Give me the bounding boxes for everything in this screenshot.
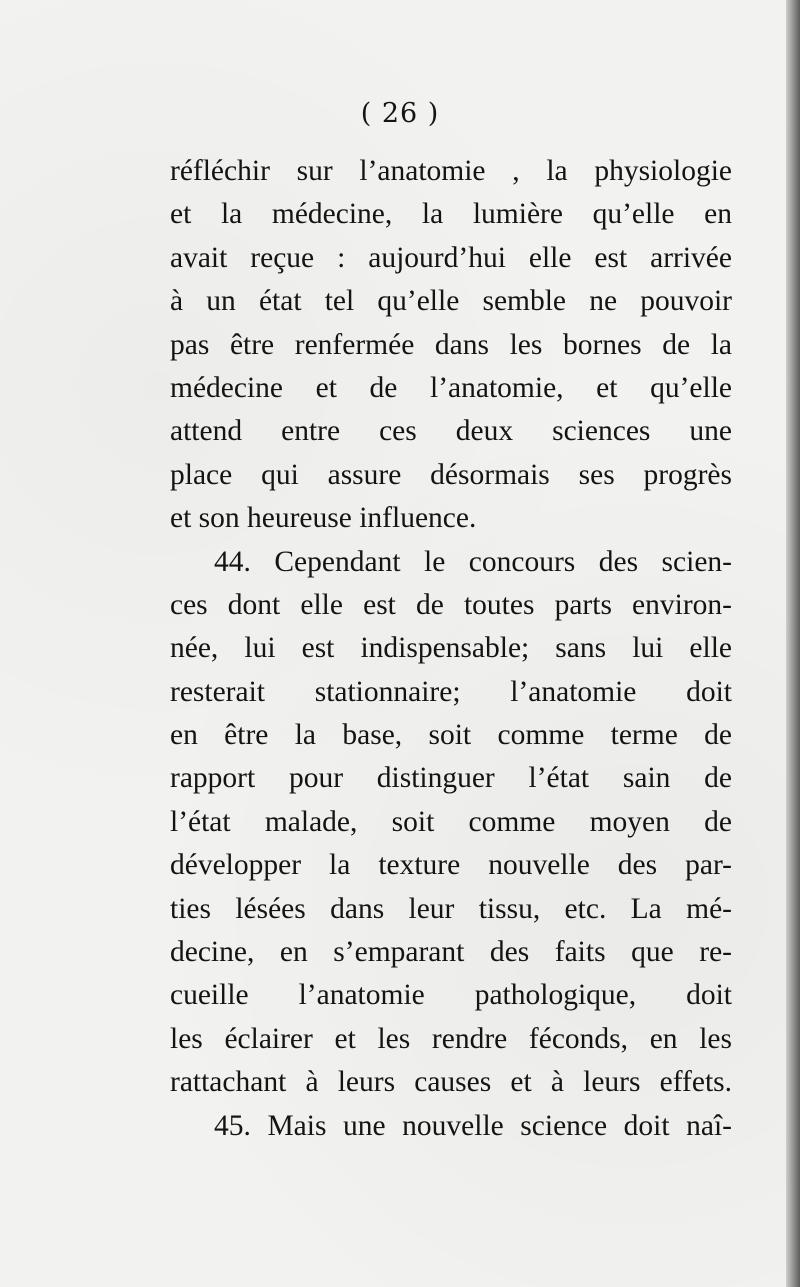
text-line: et la médecine, la lumière qu’elle en bbox=[170, 198, 732, 231]
text-line: cueille l’anatomie pathologique, doit bbox=[170, 979, 732, 1012]
page-number: ( 26 ) bbox=[360, 98, 440, 129]
text-line: les éclairer et les rendre féconds, en les bbox=[170, 1022, 732, 1055]
text-line: développer la texture nouvelle des par- bbox=[170, 849, 732, 882]
text-line: attend entre ces deux sciences une bbox=[170, 415, 732, 448]
text-line: à un état tel qu’elle semble ne pouvoir bbox=[170, 285, 732, 318]
text-line: médecine et de l’anatomie, et qu’elle bbox=[170, 371, 732, 404]
text-line: rapport pour distinguer l’état sain de bbox=[170, 762, 732, 795]
text-line: née, lui est indispensable; sans lui elle bbox=[170, 632, 732, 665]
text-line: 44. Cependant le concours des scien- bbox=[214, 545, 732, 578]
page-gutter-shadow bbox=[786, 0, 800, 1287]
text-line: en être la base, soit comme terme de bbox=[170, 719, 732, 752]
text-line: ties lésées dans leur tissu, etc. La mé- bbox=[170, 892, 732, 925]
text-line: réfléchir sur l’anatomie , la physiologie bbox=[170, 155, 732, 187]
text-line: pas être renfermée dans les bornes de la bbox=[170, 328, 732, 361]
text-line: resterait stationnaire; l’anatomie doit bbox=[170, 675, 732, 708]
text-line: et son heureuse influence. bbox=[170, 502, 477, 535]
body-text bbox=[170, 150, 732, 1148]
text-line: l’état malade, soit comme moyen de bbox=[170, 805, 732, 838]
text-line: rattachant à leurs causes et à leurs effets. bbox=[170, 1066, 732, 1099]
text-line: decine, en s’emparant des faits que re- bbox=[170, 936, 732, 969]
text-line: ces dont elle est de toutes parts environ- bbox=[170, 588, 732, 621]
text-line: place qui assure désormais ses progrès bbox=[170, 458, 732, 491]
text-line: 45. Mais une nouvelle science doit naî- bbox=[214, 1109, 732, 1142]
text-line: avait reçue : aujourd’hui elle est arrivée bbox=[170, 241, 732, 274]
